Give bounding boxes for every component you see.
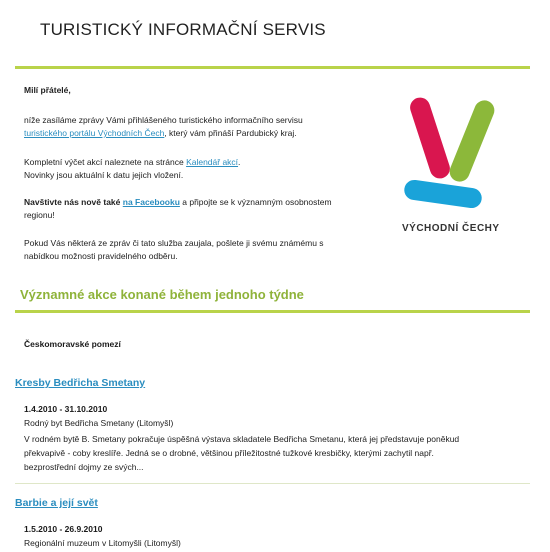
event-title-2[interactable]: Barbie a její svět <box>15 497 98 509</box>
logo-blue-stroke <box>403 179 483 210</box>
intro-line-1: níže zasíláme zprávy Vámi přihlášeného turistického informačního servisu <box>24 115 303 125</box>
event-title-1[interactable]: Kresby Bedřicha Smetany <box>15 377 146 389</box>
event-date-1: 1.4.2010 - 31.10.2010 <box>24 404 108 414</box>
facebook-line-2: regionu! <box>24 210 55 220</box>
event-desc-1-line-3: bezprostřední dojmy ze svých... <box>24 462 144 472</box>
logo-text: VÝCHODNÍ ČECHY <box>402 223 500 234</box>
logo-green-stroke <box>447 97 498 184</box>
greeting: Milí přátelé, <box>24 85 71 95</box>
page-title: TURISTICKÝ INFORMAČNÍ SERVIS <box>40 20 326 39</box>
logo-red-stroke <box>408 96 453 181</box>
event-desc-1-line-1: V rodném bytě B. Smetany pokračuje úspěšná výstava skladatele Bedřicha Smetanu, která jej představuje poněkud <box>24 434 460 444</box>
share-line-1: Pokud Vás některá ze zpráv či tato služba zaujala, pošlete ji svému známému s <box>24 238 324 248</box>
intro-line-2: turistického portálu Východních Čech, který vám přináší Pardubický kraj. <box>24 128 297 138</box>
intro-line-3: Kompletní výčet akcí naleznete na stránce Kalendář akcí. <box>24 157 241 167</box>
event-place-1: Rodný byt Bedřicha Smetany (Litomyšl) <box>24 418 174 428</box>
facebook-link[interactable]: na Facebooku <box>122 197 180 207</box>
portal-link[interactable]: turistického portálu Východních Čech <box>24 128 165 138</box>
share-line-2: nabídkou možnosti pravidelného odběru. <box>24 251 178 261</box>
section-title: Významné akce konané během jednoho týdne <box>20 287 304 302</box>
event-desc-1-line-2: překvapivě - coby kreslíře. Jedná se o drobné, většinou příležitostné tužkové kresbičky, kterými zachytil např. <box>24 448 434 458</box>
header-divider <box>15 66 530 69</box>
category-title: Českomoravské pomezí <box>24 339 121 349</box>
intro-line-4: Novinky jsou aktuální k datu jejich vložení. <box>24 170 184 180</box>
event-divider <box>15 483 530 484</box>
calendar-link[interactable]: Kalendář akcí <box>186 157 239 167</box>
event-date-2: 1.5.2010 - 26.9.2010 <box>24 524 103 534</box>
facebook-line: Navštivte nás nově také na Facebooku a připojte se k významným osobnostem <box>24 197 332 207</box>
event-place-2: Regionální muzeum v Litomyšli (Litomyšl) <box>24 538 181 548</box>
section-divider <box>15 310 530 313</box>
